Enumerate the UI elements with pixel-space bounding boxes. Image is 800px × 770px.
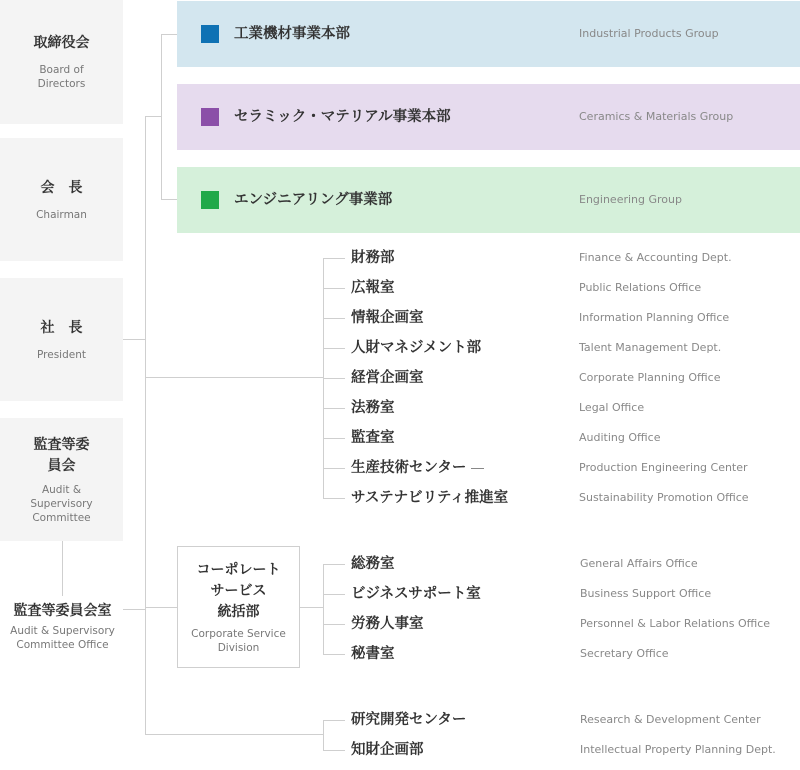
department-name-ja: 監査室 (351, 430, 395, 446)
department-name-ja: 財務部 (351, 250, 395, 266)
department-name-en: Sustainability Promotion Office (579, 491, 749, 504)
group-square-marker (201, 191, 219, 209)
audit-committee-box (0, 418, 123, 541)
board-en: Board of Directors (37, 64, 86, 90)
group-ceramics-materials (177, 84, 800, 150)
corporate-item-name-ja: 秘書室 (351, 646, 395, 662)
research-item-name-en: Research & Development Center (580, 713, 761, 726)
corporate-ja-line2: サービス (210, 582, 267, 599)
department-name-en: Legal Office (579, 401, 645, 414)
research-item-tick (323, 750, 345, 751)
corporate-item-tick (323, 624, 345, 625)
audit-committee-ja: 監査等委員会 (33, 436, 90, 474)
corporate-item-name-en: Personnel & Labor Relations Office (580, 617, 771, 630)
corporate-item-name-ja: 労務人事室 (351, 616, 424, 632)
corporate-link (145, 607, 177, 608)
research-bracket (323, 720, 324, 750)
department-tick (323, 348, 345, 349)
group1-tick (161, 34, 177, 35)
department-name-ja: 広報室 (351, 280, 395, 296)
department-tick (323, 378, 345, 379)
department-tick (323, 468, 345, 469)
group-en: Engineering Group (579, 193, 682, 206)
corporate-item-tick (323, 564, 345, 565)
group-ja: エンジニアリング事業部 (234, 192, 393, 208)
corporate-item-name-en: Secretary Office (580, 647, 669, 660)
groups-link (145, 116, 162, 117)
corporate-item-name-ja: 総務室 (351, 556, 395, 572)
department-tick (323, 438, 345, 439)
corporate-en: Corporate Service Division (191, 627, 286, 654)
group3-tick (161, 199, 177, 200)
research-link (145, 734, 323, 735)
department-name-ja: 情報企画室 (351, 310, 424, 326)
department-name-ja: サステナビリティ推進室 (351, 490, 509, 506)
president-ja: 社 長 (40, 319, 83, 336)
department-name-en: Talent Management Dept. (579, 341, 722, 354)
departments-link (145, 377, 323, 378)
department-name-en: Finance & Accounting Dept. (579, 251, 732, 264)
research-item-tick (323, 720, 345, 721)
corporate-item-name-en: General Affairs Office (580, 557, 698, 570)
board-ja: 取締役会 (33, 35, 90, 51)
research-item-name-ja: 知財企画部 (351, 742, 424, 758)
department-tick (323, 318, 345, 319)
corporate-bracket (323, 564, 324, 654)
board-of-directors-box (0, 0, 123, 124)
department-name-ja: 法務室 (351, 400, 395, 416)
department-name-en: Information Planning Office (579, 311, 730, 324)
chairman-en: Chairman (36, 208, 87, 221)
department-name-ja: 経営企画室 (351, 370, 424, 386)
corporate-service-division-box (177, 546, 300, 668)
audit-committee-en: Audit & Supervisory Committee (30, 483, 93, 524)
chairman-ja: 会 長 (40, 179, 83, 196)
corporate-item-tick (323, 594, 345, 595)
group-square-marker (201, 108, 219, 126)
group-en: Ceramics & Materials Group (579, 110, 734, 123)
department-name-ja: 生産技術センター (351, 458, 484, 478)
main-trunk-line (145, 116, 146, 735)
corporate-ja-line1: コーポレート (196, 561, 281, 578)
group-ja: 工業機材事業本部 (234, 26, 350, 42)
president-box (0, 278, 123, 401)
groups-bracket (161, 34, 162, 200)
group-engineering (177, 167, 800, 233)
department-name-ja: 人財マネジメント部 (351, 340, 482, 356)
department-name-en: Corporate Planning Office (579, 371, 721, 384)
department-tick (323, 258, 345, 259)
group-ja: セラミック・マテリアル事業本部 (234, 109, 451, 125)
group-en: Industrial Products Group (579, 27, 719, 40)
corporate-items-link (300, 607, 323, 608)
department-tick (323, 408, 345, 409)
audit-connector (62, 541, 63, 596)
corporate-item-name-ja: ビジネスサポート室 (351, 586, 481, 602)
corporate-ja-line3: 統括部 (217, 603, 260, 620)
corporate-item-name-en: Business Support Office (580, 587, 712, 600)
president-connector (123, 339, 145, 340)
president-en: President (37, 348, 86, 361)
group-industrial-products (177, 1, 800, 67)
research-item-name-ja: 研究開発センター (351, 712, 467, 728)
chairman-box (0, 138, 123, 261)
audit-office-connector (123, 609, 145, 610)
audit-office-ja: 監査等委員会室 (13, 603, 112, 619)
group-square-marker (201, 25, 219, 43)
department-name-en: Public Relations Office (579, 281, 702, 294)
audit-office-en: Audit & Supervisory Committee Office (10, 625, 115, 651)
corporate-item-tick (323, 654, 345, 655)
audit-committee-office (0, 601, 125, 652)
department-tick (323, 288, 345, 289)
department-tick (323, 498, 345, 499)
research-item-name-en: Intellectual Property Planning Dept. (580, 743, 776, 756)
department-name-en: Production Engineering Center (579, 461, 748, 474)
department-name-en: Auditing Office (579, 431, 661, 444)
